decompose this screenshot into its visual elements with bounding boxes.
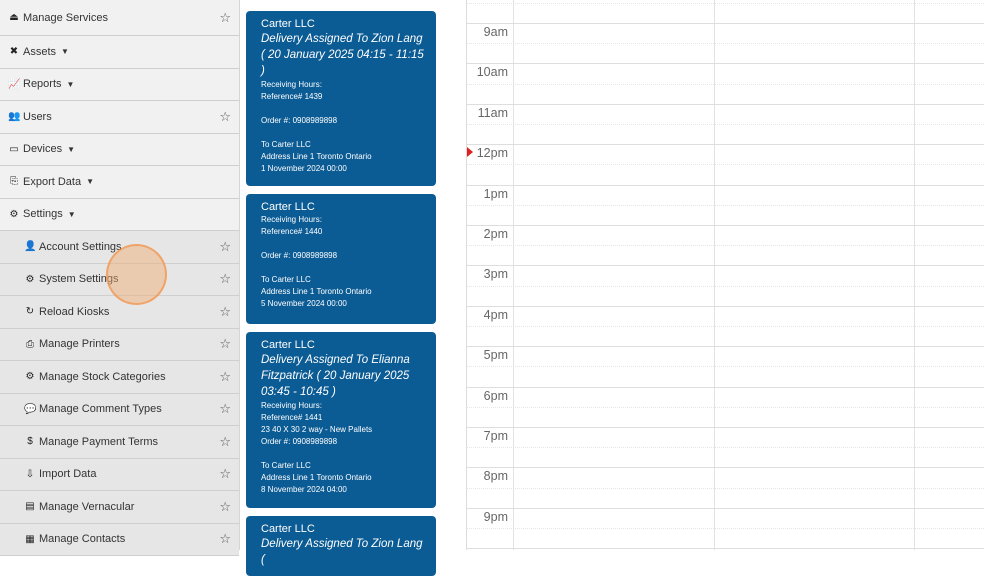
card-reference: Reference# 1439: [261, 92, 323, 101]
sidebar-item-manage-payment-terms[interactable]: [0, 426, 239, 459]
desktop-icon: ▭: [9, 143, 19, 155]
spacer: [261, 238, 426, 250]
card-date: 1 November 2024 00:00: [261, 164, 347, 173]
card-receiving-hours: Receiving Hours:: [261, 80, 322, 89]
card-to: To Carter LLC: [261, 461, 311, 470]
hour-gridline: [467, 387, 984, 388]
half-hour-gridline: [467, 3, 984, 4]
card-order-number: Order #: 0908989898: [261, 116, 338, 125]
hour-gridline: [467, 306, 984, 307]
favorite-star-icon[interactable]: ☆: [219, 401, 231, 417]
sidebar-item-label: Devices: [23, 143, 63, 156]
half-hour-gridline: [467, 407, 984, 408]
time-label-3pm: 3pm: [483, 267, 508, 281]
sidebar-item-manage-printers[interactable]: [0, 329, 239, 362]
card-assignment: Delivery Assigned To Zion Lang ( 20 January 2025 04:15 - 11:15 ): [261, 33, 424, 77]
hour-gridline: [467, 427, 984, 428]
half-hour-gridline: [467, 205, 984, 206]
half-hour-gridline: [467, 447, 984, 448]
favorite-star-icon[interactable]: ☆: [219, 368, 231, 384]
sidebar-item-reports[interactable]: [0, 69, 239, 102]
sidebar-item-label: Export Data: [23, 175, 82, 188]
spacer: [261, 448, 426, 460]
time-label-2pm: 2pm: [483, 227, 508, 241]
hour-gridline: [467, 548, 984, 549]
favorite-star-icon[interactable]: ☆: [219, 336, 231, 352]
half-hour-gridline: [467, 366, 984, 367]
sidebar-item-label: Manage Comment Types: [39, 403, 162, 416]
card-address: Address Line 1 Toronto Ontario: [261, 287, 372, 296]
sidebar-item-manage-contacts[interactable]: [0, 524, 239, 557]
sidebar-item-label: Manage Vernacular: [39, 500, 135, 513]
hour-gridline: [467, 508, 984, 509]
card-assignment: Delivery Assigned To Elianna Fitzpatrick ( 20 January 2025 03:45 - 10:45 ): [261, 354, 410, 398]
dollar-icon: $: [27, 436, 33, 448]
hour-gridline: [467, 144, 984, 145]
caret-down-icon: ▼: [66, 79, 75, 89]
spacer: [261, 127, 426, 139]
sidebar-item-label: Reload Kiosks: [39, 305, 110, 318]
hour-gridline: [467, 104, 984, 105]
contacts-icon: ▦: [25, 533, 35, 545]
refresh-icon: ↻: [25, 306, 35, 318]
chart-icon: 📈: [8, 78, 21, 90]
half-hour-gridline: [467, 124, 984, 125]
favorite-star-icon[interactable]: ☆: [219, 433, 231, 449]
favorite-star-icon[interactable]: ☆: [219, 466, 231, 482]
delivery-card[interactable]: [246, 11, 436, 186]
delivery-card[interactable]: [246, 194, 436, 324]
sidebar-item-label: Manage Printers: [39, 338, 120, 351]
time-label-8pm: 8pm: [483, 469, 508, 483]
sidebar-item-label: Manage Contacts: [39, 533, 126, 546]
time-label-12pm: 12pm: [476, 146, 508, 160]
card-company: Carter LLC: [261, 201, 315, 213]
time-label-7pm: 7pm: [483, 429, 508, 443]
sidebar-item-label: Manage Payment Terms: [39, 435, 159, 448]
card-order-number: Order #: 0908989898: [261, 437, 338, 446]
favorite-star-icon[interactable]: ☆: [219, 108, 231, 124]
caret-down-icon: ▼: [67, 209, 76, 219]
sidebar-item-account-settings[interactable]: [0, 231, 239, 264]
comments-icon: 💬: [24, 403, 37, 415]
delivery-cards-column: [246, 0, 436, 566]
day-calendar[interactable]: [466, 0, 983, 550]
hour-gridline: [467, 225, 984, 226]
time-label-9pm: 9pm: [483, 510, 508, 524]
hour-gridline: [467, 265, 984, 266]
sidebar-item-users[interactable]: [0, 101, 239, 134]
sidebar-item-label: Manage Services: [23, 11, 108, 24]
user-icon: 👤: [24, 241, 37, 253]
card-to: To Carter LLC: [261, 275, 311, 284]
half-hour-gridline: [467, 84, 984, 85]
sidebar-item-reload-kiosks[interactable]: [0, 296, 239, 329]
tools-icon: ✖: [9, 46, 19, 58]
half-hour-gridline: [467, 528, 984, 529]
card-notes: 23 40 X 30 2 way - New Pallets: [261, 425, 373, 434]
hour-gridline: [467, 23, 984, 24]
time-label-5pm: 5pm: [483, 348, 508, 362]
spacer: [261, 262, 426, 274]
card-reference: Reference# 1440: [261, 227, 323, 236]
card-receiving-hours: Receiving Hours:: [261, 401, 322, 410]
spacer: [261, 103, 426, 115]
sidebar-item-label: Settings: [23, 208, 63, 221]
sidebar-item-manage-services[interactable]: [0, 0, 239, 36]
sidebar-item-system-settings[interactable]: [0, 264, 239, 297]
half-hour-gridline: [467, 326, 984, 327]
favorite-star-icon[interactable]: ☆: [219, 303, 231, 319]
sidebar-item-import-data[interactable]: [0, 459, 239, 492]
printer-icon: ⎙: [26, 338, 34, 350]
hour-gridline: [467, 467, 984, 468]
card-address: Address Line 1 Toronto Ontario: [261, 152, 372, 161]
sidebar-item-export-data[interactable]: [0, 166, 239, 199]
id-card-icon: ▤: [25, 501, 35, 513]
card-date: 5 November 2024 00:00: [261, 299, 347, 308]
hour-gridline: [467, 185, 984, 186]
sidebar-item-label: Assets: [23, 45, 57, 58]
caret-down-icon: ▼: [86, 177, 95, 187]
card-date: 8 November 2024 04:00: [261, 485, 347, 494]
time-label-6pm: 6pm: [483, 389, 508, 403]
caret-down-icon: ▼: [61, 47, 69, 57]
sidebar-item-settings[interactable]: [0, 199, 239, 232]
caret-down-icon: ▼: [67, 144, 76, 154]
half-hour-gridline: [467, 43, 984, 44]
sidebar-item-manage-stock-categories[interactable]: [0, 361, 239, 394]
card-assignment: Delivery Assigned To Zion Lang (: [261, 538, 423, 566]
sidebar-item-devices[interactable]: [0, 134, 239, 167]
sidebar: [0, 0, 240, 550]
time-label-4pm: 4pm: [483, 308, 508, 322]
hour-gridline: [467, 346, 984, 347]
half-hour-gridline: [467, 488, 984, 489]
current-time-marker-icon: [467, 147, 473, 157]
card-company: Carter LLC: [261, 523, 315, 535]
users-icon: 👥: [8, 111, 21, 123]
half-hour-gridline: [467, 286, 984, 287]
sidebar-item-label: System Settings: [39, 273, 119, 286]
favorite-star-icon[interactable]: ☆: [219, 271, 231, 287]
sidebar-item-label: Manage Stock Categories: [39, 370, 166, 383]
time-label-9am: 9am: [483, 25, 508, 39]
sidebar-item-label: Account Settings: [39, 240, 122, 253]
sidebar-item-label: Reports: [23, 78, 62, 91]
favorite-star-icon[interactable]: ☆: [219, 531, 231, 547]
sidebar-item-label: Users: [23, 110, 52, 123]
half-hour-gridline: [467, 164, 984, 165]
card-reference: Reference# 1441: [261, 413, 323, 422]
export-icon: ⎘: [10, 176, 18, 188]
cogs-icon: ⚙: [25, 273, 35, 285]
time-label-10am: 10am: [476, 65, 508, 79]
card-order-number: Order #: 0908989898: [261, 251, 338, 260]
card-receiving-hours: Receiving Hours:: [261, 215, 322, 224]
card-company: Carter LLC: [261, 339, 315, 351]
half-hour-gridline: [467, 245, 984, 246]
hour-gridline: [467, 63, 984, 64]
eject-icon: ⏏: [9, 12, 19, 23]
favorite-star-icon[interactable]: ☆: [219, 238, 231, 254]
favorite-star-icon[interactable]: ☆: [219, 9, 231, 25]
sidebar-item-manage-comment-types[interactable]: [0, 394, 239, 427]
card-to: To Carter LLC: [261, 140, 311, 149]
import-icon: ⇩: [25, 468, 35, 480]
delivery-card[interactable]: [246, 332, 436, 508]
cogs-icon: ⚙: [9, 208, 19, 220]
time-label-11am: 11am: [477, 106, 508, 120]
cogs-icon: ⚙: [25, 371, 35, 383]
sidebar-item-label: Import Data: [39, 468, 97, 481]
sidebar-item-manage-vernacular[interactable]: [0, 491, 239, 524]
delivery-card[interactable]: [246, 516, 436, 576]
favorite-star-icon[interactable]: ☆: [219, 498, 231, 514]
card-company: Carter LLC: [261, 18, 315, 30]
card-address: Address Line 1 Toronto Ontario: [261, 473, 372, 482]
sidebar-item-assets[interactable]: [0, 36, 239, 69]
time-label-1pm: 1pm: [483, 187, 508, 201]
